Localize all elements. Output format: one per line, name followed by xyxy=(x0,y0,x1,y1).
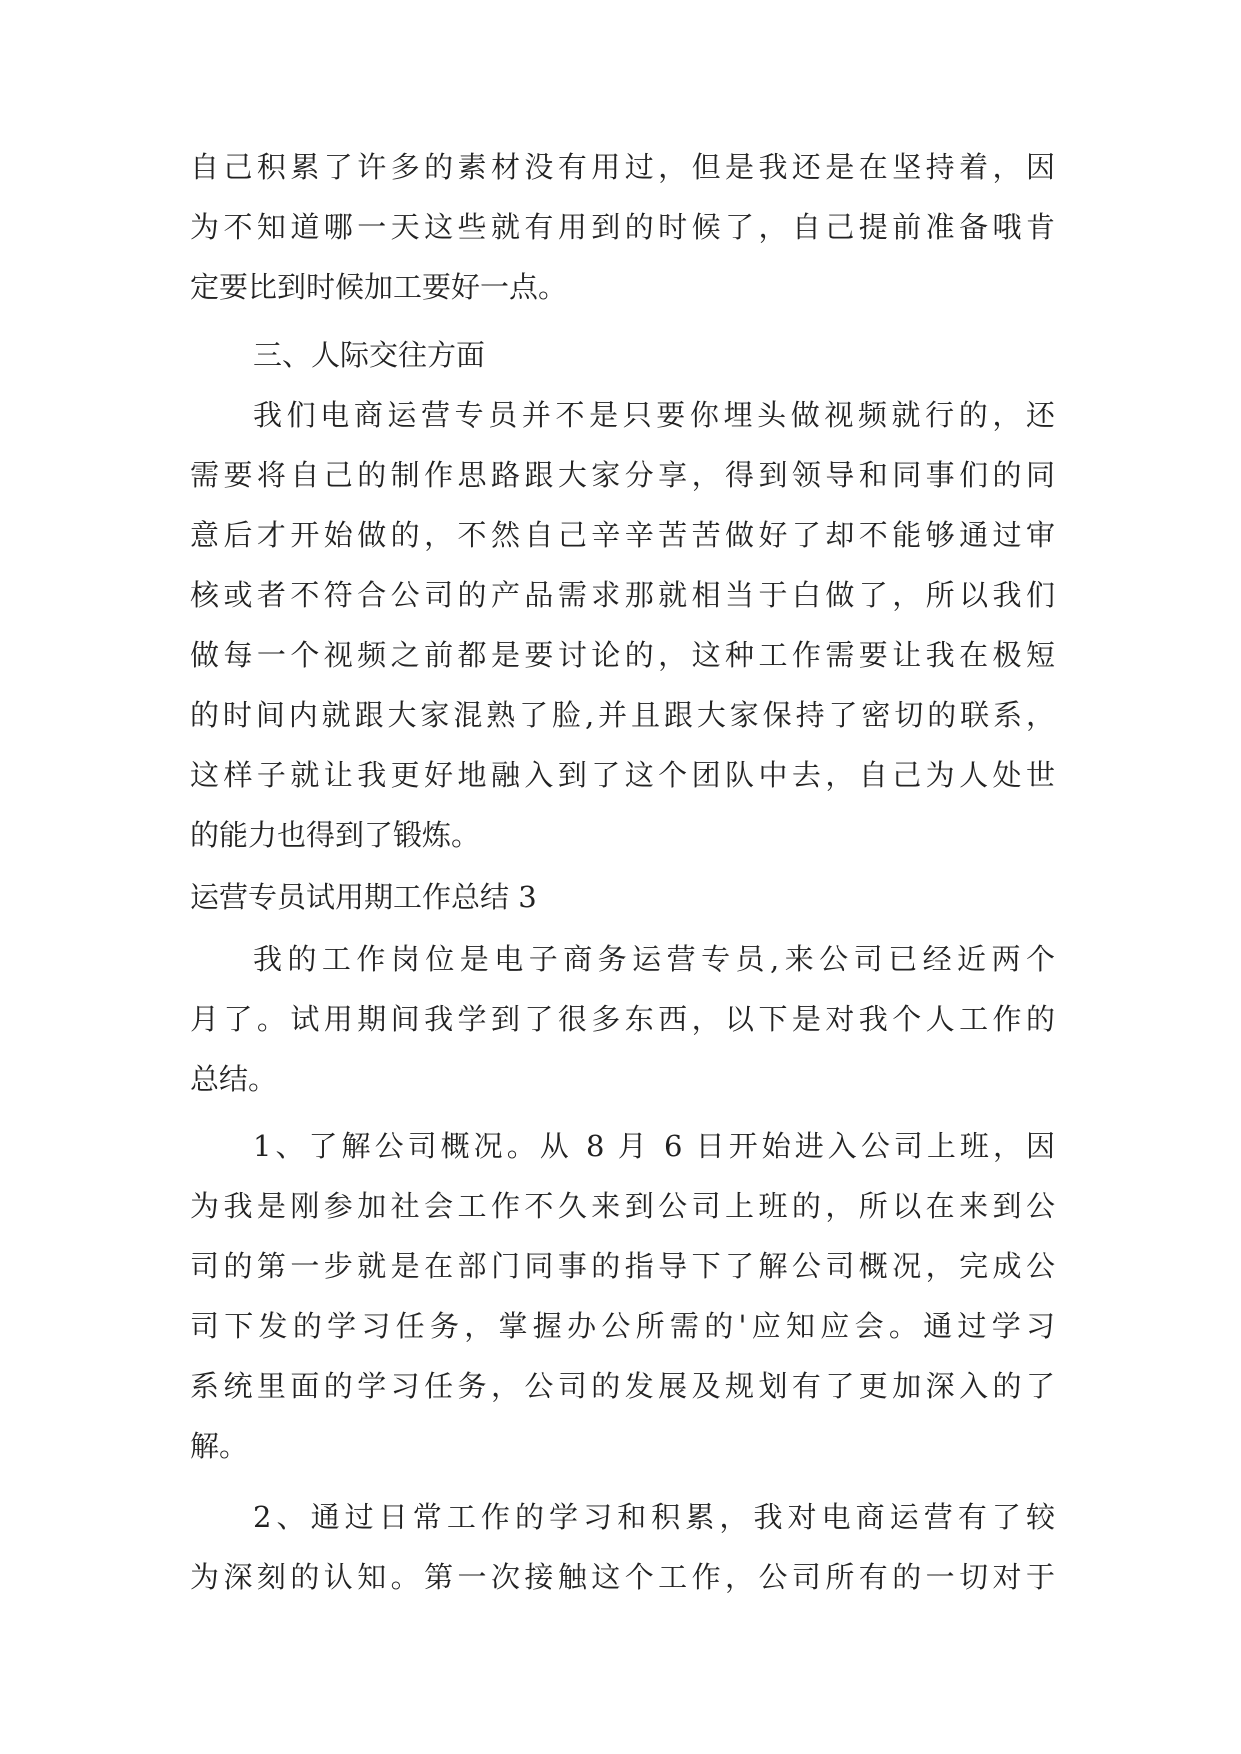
text-line: 需要将自己的制作思路跟大家分享，得到领导和同事们的同 xyxy=(190,458,1055,492)
text-line: 为不知道哪一天这些就有用到的时候了，自己提前准备哦肯 xyxy=(190,210,1055,244)
text-line: 这样子就让我更好地融入到了这个团队中去，自己为人处世 xyxy=(190,758,1055,792)
text-line: 我的工作岗位是电子商务运营专员,来公司已经近两个 xyxy=(253,942,1055,976)
text-line: 1、了解公司概况。从 8 月 6 日开始进入公司上班，因 xyxy=(253,1129,1055,1163)
text-line: 的能力也得到了锻炼。 xyxy=(190,818,481,852)
text-line: 自己积累了许多的素材没有用过，但是我还是在坚持着，因 xyxy=(190,150,1055,184)
section-heading: 三、人际交往方面 xyxy=(253,338,486,372)
text-line: 月了。试用期间我学到了很多东西，以下是对我个人工作的 xyxy=(190,1002,1055,1036)
text-line: 定要比到时候加工要好一点。 xyxy=(190,270,568,304)
text-line: 核或者不符合公司的产品需求那就相当于白做了，所以我们 xyxy=(190,578,1055,612)
text-line: 我们电商运营专员并不是只要你埋头做视频就行的，还 xyxy=(253,398,1055,432)
text-line: 系统里面的学习任务，公司的发展及规划有了更加深入的了 xyxy=(190,1369,1055,1403)
text-line: 意后才开始做的，不然自己辛辛苦苦做好了却不能够通过审 xyxy=(190,518,1055,552)
text-line: 做每一个视频之前都是要讨论的，这种工作需要让我在极短 xyxy=(190,638,1055,672)
text-line: 的时间内就跟大家混熟了脸,并且跟大家保持了密切的联系， xyxy=(190,698,1055,732)
text-line: 司的第一步就是在部门同事的指导下了解公司概况，完成公 xyxy=(190,1249,1055,1283)
text-line: 为我是刚参加社会工作不久来到公司上班的，所以在来到公 xyxy=(190,1189,1055,1223)
document-title: 运营专员试用期工作总结 3 xyxy=(190,880,537,914)
text-line: 司下发的学习任务，掌握办公所需的'应知应会。通过学习 xyxy=(190,1309,1055,1343)
text-line: 解。 xyxy=(190,1429,249,1463)
text-line: 为深刻的认知。第一次接触这个工作，公司所有的一切对于 xyxy=(190,1560,1055,1594)
text-line: 总结。 xyxy=(190,1062,278,1096)
text-line: 2、通过日常工作的学习和积累，我对电商运营有了较 xyxy=(253,1500,1055,1534)
